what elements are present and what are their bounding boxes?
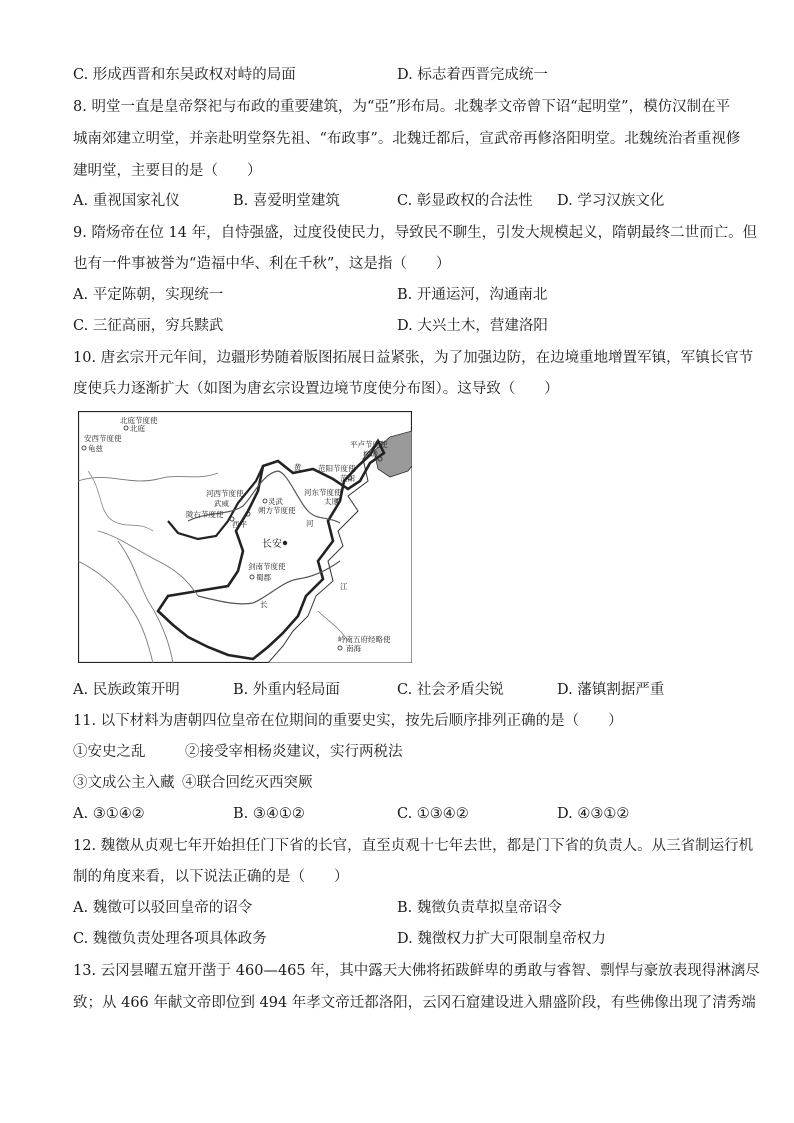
q7-option-c: C. 形成西晋和东吴政权对峙的局面 — [73, 67, 296, 83]
q9-option-b: B. 开通运河，沟通南北 — [397, 287, 548, 303]
q9-stem-line-2: 也有一件事被誉为“造福中华、利在千秋”，这是指（ ） — [73, 256, 451, 272]
map-label-hedong-city: 太原 — [324, 497, 339, 506]
map-label-longyou: 陇右节度使 — [186, 510, 224, 519]
q10-option-c: C. 社会矛盾尖锐 — [397, 682, 504, 698]
q11-item-2: ②接受宰相杨炎建议，实行两税法 — [185, 744, 403, 760]
map-label-river-chang: 长 — [260, 600, 268, 609]
q10-stem-line-1: 10. 唐玄宗开元年间，边疆形势随着版图拓展日益紧张，为了加强边防，在边境重地增置军镇，军镇长官节 — [73, 350, 754, 366]
q11-stem-line-1: 11. 以下材料为唐朝四位皇帝在位期间的重要史实，按先后顺序排列正确的是（ ） — [73, 713, 623, 729]
q8-stem-line-3: 建明堂，主要目的是（ ） — [73, 163, 262, 179]
q12-option-b: B. 魏徵负责草拟皇帝诏令 — [397, 900, 562, 916]
q11-option-c: C. ①③④② — [397, 806, 469, 822]
map-label-lingnan: 岭南五府经略使 — [338, 635, 391, 644]
map-label-pinglu: 平卢节度使 — [350, 440, 388, 449]
map-label-changan: 长安 — [262, 539, 282, 550]
q8-option-a: A. 重视国家礼仪 — [73, 193, 180, 209]
q8-option-b: B. 喜爱明堂建筑 — [233, 193, 340, 209]
map-label-shuofang: 朔方节度使 — [258, 506, 296, 515]
map-label-hexi-city: 武威 — [214, 499, 229, 508]
q10-stem-line-2: 度使兵力逐渐扩大（如图为唐玄宗设置边境节度使分布图）。这导致（ ） — [73, 381, 559, 397]
q11-item-4: ④联合回纥灭西突厥 — [182, 775, 313, 791]
q11-item-3: ③文成公主入藏 — [73, 775, 175, 791]
q8-option-d: D. 学习汉族文化 — [557, 193, 665, 209]
q10-option-a: A. 民族政策开明 — [73, 682, 180, 698]
q9-option-d: D. 大兴土木，营建洛阳 — [397, 318, 548, 334]
map-label-beiting-city: 北庭 — [130, 424, 145, 433]
map-label-anxi: 安西节度使 — [84, 434, 122, 443]
q11-option-a: A. ③①④② — [73, 806, 145, 822]
q11-option-d: D. ④③①② — [557, 806, 630, 822]
map-label-pinglu-city: 柳城 — [363, 450, 378, 459]
q9-stem-line-1: 9. 隋炀帝在位 14 年，自恃强盛，过度役使民力，导致民不聊生，引发大规模起义，隋朝最终二世而亡。但 — [73, 225, 758, 241]
map-label-jiannan: 剑南节度使 — [248, 562, 286, 571]
map-label-beiting: 北庭节度使 — [120, 416, 158, 425]
q13-stem-line-2: 致；从 466 年献文帝即位到 494 年孝文帝迁都洛阳，云冈石窟建设进入鼎盛阶段，有些佛像出现了清秀端 — [73, 995, 756, 1011]
q8-stem-line-2: 城南郊建立明堂，并亲赴明堂祭先祖、“布政事”。北魏迁都后，宣武帝再修洛阳明堂。北魏统治者重视修 — [73, 131, 741, 147]
map-label-hedong: 河东节度使 — [304, 488, 342, 497]
map-label-jiannan-city: 蜀郡 — [256, 573, 271, 582]
q13-stem-line-1: 13. 云冈昙曜五窟开凿于 460—465 年，其中露天大佛将拓跋鲜卑的勇敢与睿智、剽悍与豪放表现得淋漓尽 — [73, 963, 760, 979]
q12-option-a: A. 魏徵可以驳回皇帝的诏令 — [73, 900, 253, 916]
q9-option-a: A. 平定陈朝，实现统一 — [73, 287, 224, 303]
q10-option-b: B. 外重内轻局面 — [233, 682, 340, 698]
q12-stem-line-2: 制的角度来看，以下说法正确的是（ ） — [73, 869, 349, 885]
map-label-anxi-city: 龟兹 — [88, 444, 103, 453]
q12-option-c: C. 魏徵负责处理各项具体政务 — [73, 931, 267, 947]
q10-option-d: D. 藩镇割据严重 — [557, 682, 665, 698]
q11-item-1: ①安史之乱 — [73, 744, 146, 760]
map-label-fanyang: 范阳节度使 — [318, 464, 356, 473]
map-label-river-huang: 黄 — [294, 463, 302, 472]
tang-jiedushi-map — [78, 411, 412, 663]
map-label-river-jiang: 江 — [340, 582, 348, 591]
q11-option-b: B. ③④①② — [233, 806, 305, 822]
q12-option-d: D. 魏徵权力扩大可限制皇帝权力 — [397, 931, 606, 947]
map-label-hexi: 河西节度使 — [206, 489, 244, 498]
q12-stem-line-1: 12. 魏徵从贞观七年开始担任门下省的长官，直至贞观十七年去世，都是门下省的负责人。从三省制运行机 — [73, 838, 754, 854]
q8-option-c: C. 彰显政权的合法性 — [397, 193, 533, 209]
q8-stem-line-1: 8. 明堂一直是皇帝祭祀与布政的重要建筑，为“亞”形布局。北魏孝文帝曾下诏“起明堂”，模仿汉制在平 — [73, 99, 731, 115]
map-label-fanyang-city: 范阳 — [340, 474, 355, 483]
map-label-river-he: 河 — [306, 519, 314, 528]
map-label-lingnan-city: 南海 — [346, 644, 361, 653]
map-label-longyou-city: 西平 — [232, 520, 247, 529]
map-label-shuofang-city: 灵武 — [268, 497, 283, 506]
q7-option-d: D. 标志着西晋完成统一 — [397, 67, 548, 83]
q9-option-c: C. 三征高丽，穷兵黩武 — [73, 318, 224, 334]
